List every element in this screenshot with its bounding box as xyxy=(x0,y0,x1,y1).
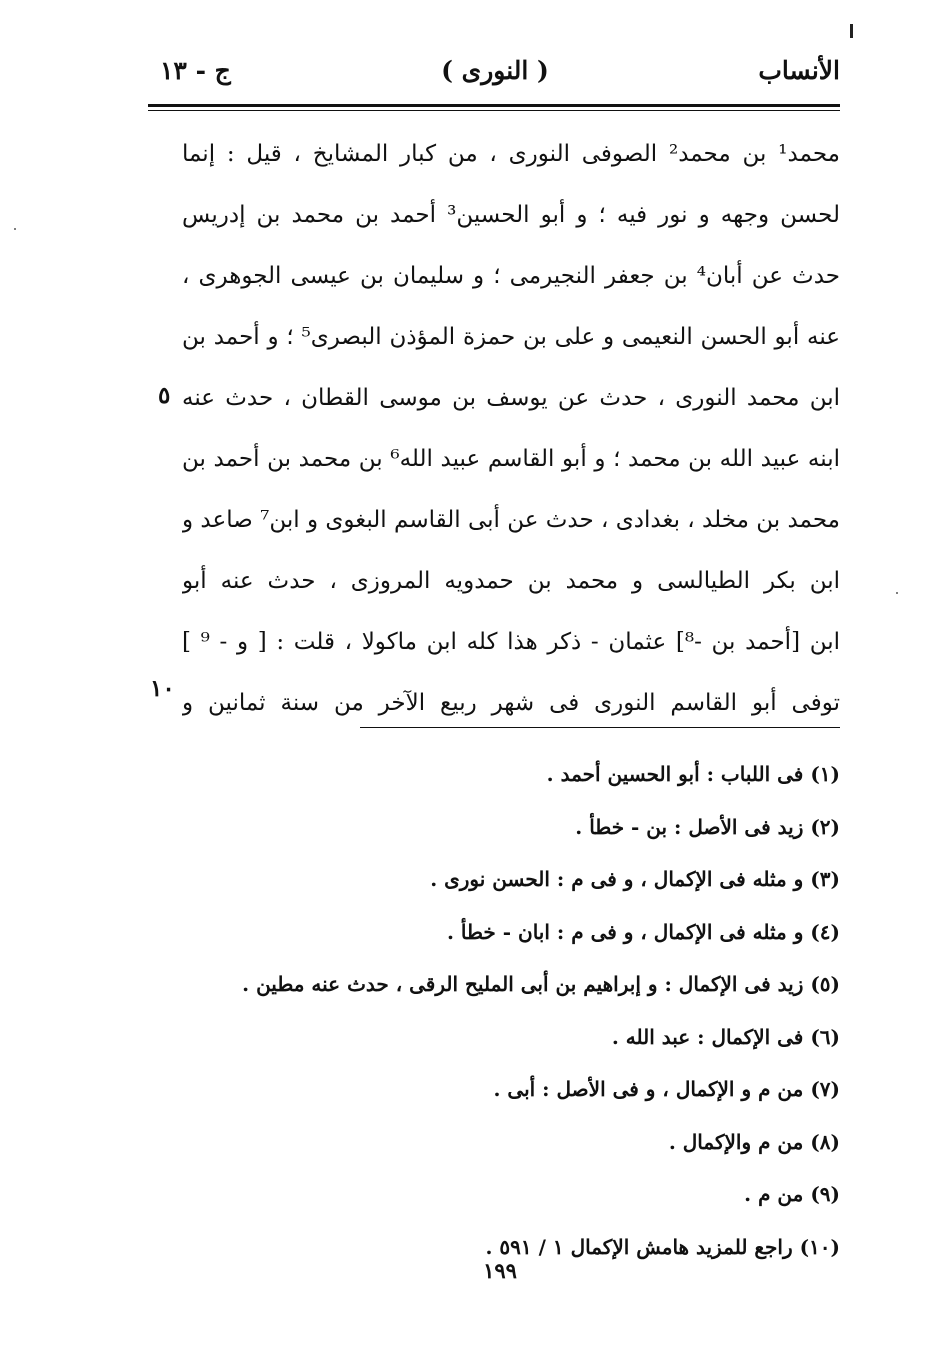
text-line: محمد بن مخلد ، بغدادى ، حدث عن أبى القاسم البغوى و ابن⁷ صاعد و xyxy=(182,507,840,533)
footnotes xyxy=(150,748,840,1273)
text-line: محمد¹ بن محمد² الصوفى النورى ، من كبار المشايخ ، قيل : إنما xyxy=(182,141,840,167)
footnote-divider xyxy=(360,727,840,728)
footnote: (٢) زيد فى الأصل : بن - خطأ . xyxy=(575,814,840,839)
scan-speck xyxy=(14,228,16,230)
footnote: (٦) فى الإكمال : عبد الله . xyxy=(611,1024,840,1049)
footnote: (١٠) راجع للمزيد هامش الإكمال ١ / ٥٩١ . xyxy=(485,1234,840,1259)
header-entry-title: ( النورى ) xyxy=(441,56,549,85)
footnote: (٤) و مثله فى الإكمال ، و فى م : ابان - خطأ . xyxy=(447,919,840,944)
scan-speck xyxy=(896,592,898,594)
text-line: توفى أبو القاسم النورى فى شهر ربيع الآخر من سنة ثمانين و xyxy=(182,690,840,716)
header-book-title: الأنساب xyxy=(758,56,840,85)
footnote: (١) فى اللباب : أبو الحسين أحمد . xyxy=(546,762,840,786)
text-line: حدث عن أبان⁴ بن جعفر النجيرمى ؛ و سليمان بن عيسى الجوهرى ، xyxy=(182,263,840,289)
text-line: ابن بكر الطيالسى و محمد بن حمدويه المروزى ، حدث عنه أبو xyxy=(182,568,840,594)
footnote: (٧) من م و الإكمال ، و فى الأصل : أبى . xyxy=(493,1077,840,1101)
footnote: (٩) من م . xyxy=(744,1182,840,1206)
page-number: ١٩٩ xyxy=(483,1258,517,1283)
text-line: عنه أبو الحسن النعيمى و على بن حمزة المؤذن البصرى⁵ ؛ و أحمد بن xyxy=(182,324,840,350)
scan-mark xyxy=(850,24,853,38)
main-text xyxy=(182,124,840,734)
header-volume: ج - ١٣ xyxy=(160,56,231,85)
line-number-5: ٥ xyxy=(158,382,171,409)
text-line: لحسن وجهه و نور فيه ؛ و أبو الحسين³ أحمد بن محمد بن إدريس xyxy=(182,202,840,228)
text-line: ابن [أحمد بن -⁸] عثمان - ذكر هذا كله ابن ماكولا ، قلت : [ و - ⁹ ] xyxy=(182,629,840,655)
footnote: (٥) زيد فى الإكمال : و إبراهيم بن أبى المليح الرقى ، حدث عنه مطين . xyxy=(242,972,840,996)
line-number-10: ١٠ xyxy=(150,675,175,702)
text-line: ابن محمد النورى ، حدث عن يوسف بن موسى القطان ، حدث عنه xyxy=(182,385,840,411)
text-line: ابنه عبيد الله بن محمد ؛ و أبو القاسم عبيد الله⁶ بن محمد بن أحمد بن xyxy=(182,446,840,472)
footnote: (٨) من م والإكمال . xyxy=(668,1129,840,1154)
header-rule-thick xyxy=(148,104,840,107)
running-header xyxy=(150,50,840,94)
header-rule-thin xyxy=(148,110,840,111)
footnote: (٣) و مثله فى الإكمال ، و فى م : الحسن نورى . xyxy=(430,867,840,891)
